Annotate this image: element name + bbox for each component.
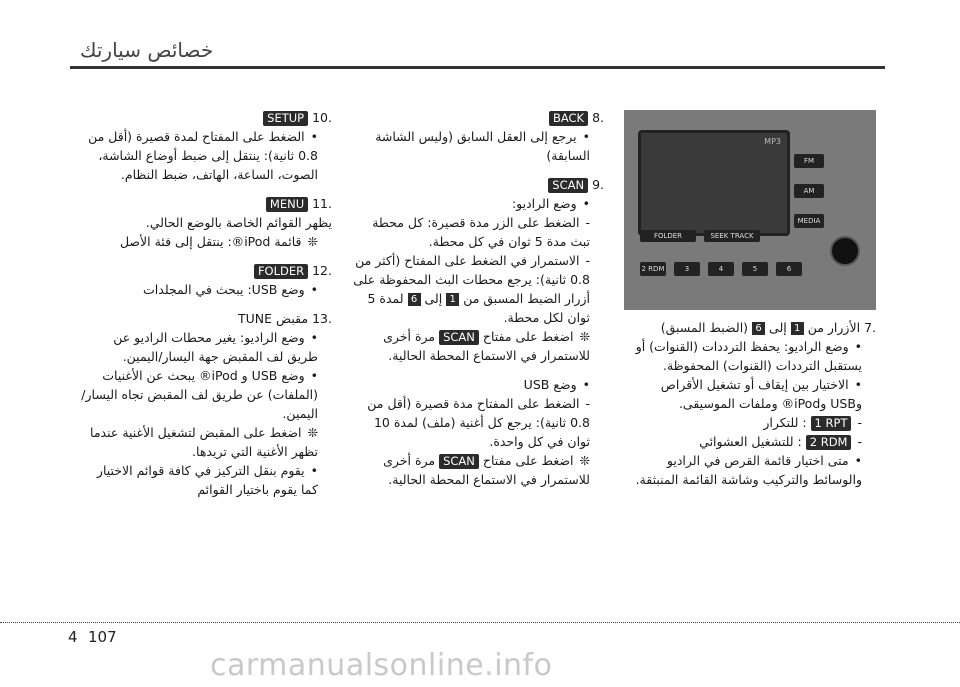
paragraph: يظهر القوائم الخاصة بالوضع الحالي. (145, 215, 332, 230)
item-number: .11 (312, 196, 332, 211)
dash-item (352, 251, 604, 327)
item-number: .7 (864, 320, 876, 335)
bullet: • متى اختيار قائمة القرص في الراديو والوسائط والتركيب وشاشة القائمة المنبثقة. (626, 451, 876, 489)
header-rule (70, 66, 885, 69)
radio-unit-image (624, 110, 876, 310)
seek-track-button: SEEK TRACK (704, 230, 760, 242)
key-1-icon: 1 (791, 322, 804, 335)
item-13 (80, 309, 332, 328)
text: (الضبط المسبق) (660, 320, 749, 335)
bullet: • وضع الراديو: (352, 194, 604, 213)
dash-item: - الضغط على المفتاح مدة قصيرة (أقل من 0.8 ثانية): يرجع كل أغنية (ملف) لمدة 10 ثوان في كل واحدة. (352, 394, 604, 451)
item-number: .12 (312, 263, 332, 278)
setup-badge: SETUP (263, 111, 308, 126)
text: مرة أخرى للاستمرار في الاستماع المحطة الحالية. (383, 329, 590, 363)
preset-3-button: 3 (674, 262, 700, 276)
bullet: • الاختيار بين إيقاف أو تشغيل الأقراص وUSB وiPod® وملفات الموسيقى. (626, 375, 876, 413)
menu-badge: MENU (266, 197, 308, 212)
note: ❊ اضغط على المقبض لتشغيل الأغنية عندما تظهر الأغنية التي تريدها. (80, 423, 332, 461)
page-number-section: 4 (68, 628, 78, 646)
bullet: • وضع الراديو: يغير محطات الراديو عن طريق لف المقبض جهة اليسار/اليمين. (80, 328, 332, 366)
bullet: • وضع USB و iPod® يبحث عن الأغنيات (الملفات) عن طريق لف المقبض تجاه اليسار/اليمين. (80, 366, 332, 423)
dash-item: - الضغط على الزر مدة قصيرة: كل محطة تبث مدة 5 ثوان في كل محطة. (352, 213, 604, 251)
text: إلى (424, 291, 443, 306)
preset-2-button: 2 RDM (640, 262, 666, 276)
scan-badge: SCAN (439, 454, 479, 469)
scan-badge: SCAN (439, 330, 479, 345)
page-header-title: خصائص سيارتك (80, 38, 214, 62)
note (352, 327, 604, 365)
item-7 (626, 318, 876, 337)
fm-button: FM (794, 154, 824, 168)
folder-badge: FOLDER (254, 264, 308, 279)
item-9 (352, 175, 604, 194)
watermark: carmanualsonline.info (210, 648, 553, 683)
folder-button: FOLDER (640, 230, 696, 242)
item-11 (80, 194, 332, 213)
text: اضغط على مفتاح (482, 453, 574, 468)
key-6-icon: 6 (752, 322, 765, 335)
radio-screen (638, 130, 790, 236)
bullet: • وضع USB: يبحث في المجلدات (80, 280, 332, 299)
text: الأزرار من (807, 320, 861, 335)
bullet: • الضغط على المفتاح لمدة قصيرة (أقل من 0.8 ثانية): ينتقل إلى ضبط أوضاع الشاشة، الصوت، الساعة، الهاتف، ضبط النظام. (80, 127, 332, 184)
preset-4-button: 4 (708, 262, 734, 276)
item-8 (352, 108, 604, 127)
footer-rule (0, 622, 960, 623)
bullet: • يقوم بنقل التركيز في كافة قوائم الاختيار كما يقوم باختيار القوائم (80, 461, 332, 499)
media-button: MEDIA (794, 214, 824, 228)
text: الاستمرار في الضغط على المفتاح (أكثر من 0.8 ثانية): يرجع محطات البث المحفوظة على أزرار الضبط المسبق من (353, 253, 590, 306)
column-left (80, 108, 332, 499)
bullet: • وضع الراديو: يحفظ الترددات (القنوات) أو يستقبل الترددات (القنوات) المحفوظة. (626, 337, 876, 375)
rpt-badge: 1 RPT (811, 416, 852, 431)
item-number: .9 (592, 177, 604, 192)
note (352, 451, 604, 489)
text: إلى (769, 320, 787, 335)
item-number: .13 (312, 311, 332, 326)
scan-badge: SCAN (548, 178, 588, 193)
bullet: • وضع USB (352, 375, 604, 394)
am-button: AM (794, 184, 824, 198)
item-12 (80, 261, 332, 280)
rdm-badge: 2 RDM (806, 435, 852, 450)
item-number: .10 (312, 110, 332, 125)
preset-5-button: 5 (742, 262, 768, 276)
text: لمدة 5 ثوان لكل محطة. (367, 291, 590, 325)
text: : للتشغيل العشوائي (699, 434, 802, 449)
item-10 (80, 108, 332, 127)
power-knob (830, 236, 860, 266)
screen-logo: MP3 (764, 137, 781, 146)
key-6-icon: 6 (408, 293, 421, 306)
text: مرة أخرى للاستمرار في الاستماع المحطة الحالية. (383, 453, 590, 487)
item-number: .8 (592, 110, 604, 125)
bullet: • يرجع إلى العقل السابق (وليس الشاشة السابقة) (352, 127, 604, 165)
column-middle (352, 108, 604, 489)
key-1-icon: 1 (446, 293, 459, 306)
column-right (626, 318, 876, 489)
note: ❊ قائمة iPod®: ينتقل إلى فئة الأصل (80, 232, 332, 251)
page-number: 107 (88, 628, 117, 646)
back-badge: BACK (549, 111, 588, 126)
text: : للتكرار (763, 415, 807, 430)
text: اضغط على مفتاح (482, 329, 574, 344)
dash-item (626, 432, 876, 451)
dash-item (626, 413, 876, 432)
preset-6-button: 6 (776, 262, 802, 276)
text: مقبض TUNE (238, 311, 309, 326)
